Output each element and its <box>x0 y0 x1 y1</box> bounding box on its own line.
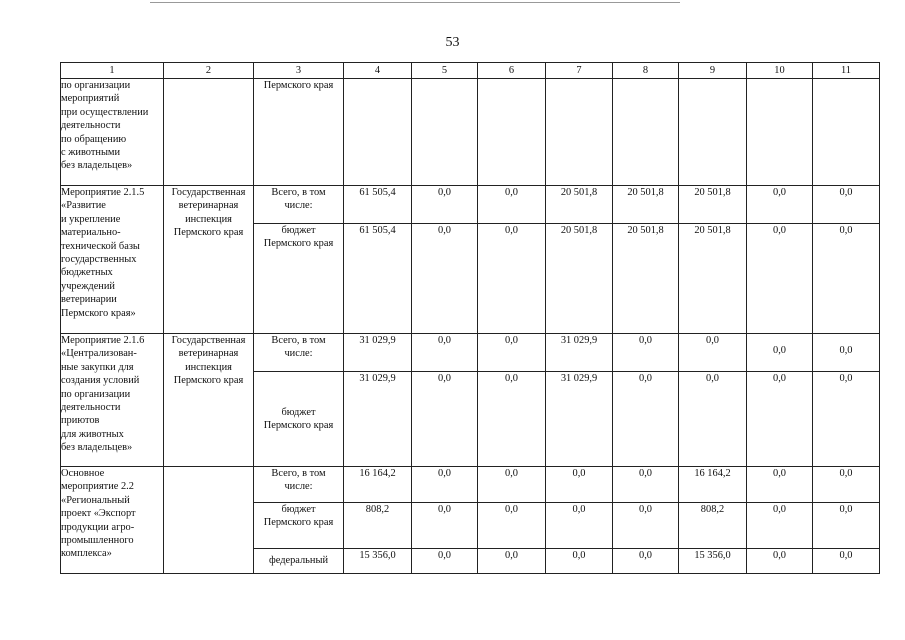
executor-cell <box>164 467 254 574</box>
value-cell <box>679 79 747 186</box>
value-cell: 0,0 <box>478 467 546 503</box>
value-cell <box>813 79 880 186</box>
value-cell: 0,0 <box>813 224 880 334</box>
value-cell: 0,0 <box>813 186 880 224</box>
value-cell: 20 501,8 <box>679 224 747 334</box>
value-cell: 0,0 <box>478 503 546 549</box>
value-cell: 0,0 <box>478 186 546 224</box>
column-header-2: 2 <box>164 63 254 79</box>
value-cell: 20 501,8 <box>546 224 613 334</box>
value-cell: 0,0 <box>412 503 478 549</box>
value-cell: 16 164,2 <box>679 467 747 503</box>
value-cell: 808,2 <box>344 503 412 549</box>
value-cell <box>613 79 679 186</box>
value-cell: 0,0 <box>747 503 813 549</box>
funding-source: бюджет Пермского края <box>254 224 344 334</box>
table-row <box>61 334 880 372</box>
value-cell: 31 029,9 <box>344 372 412 467</box>
funding-source: федеральный <box>254 549 344 574</box>
header-row <box>61 63 880 79</box>
value-cell: 0,0 <box>412 467 478 503</box>
executor: Государственная ветеринарная инспекция Пермского края <box>164 186 254 334</box>
page-number: 53 <box>445 35 460 50</box>
value-cell: 0,0 <box>747 467 813 503</box>
value-cell <box>478 79 546 186</box>
value-cell: 0,0 <box>679 334 747 372</box>
activity-description: Мероприятие 2.1.5 «Развитие и укрепление материально- технической базы государственных бюджетных учреждений ветеринарии Пермского края» <box>61 186 164 334</box>
column-header-9: 9 <box>679 63 747 79</box>
funding-source: Всего, в том числе: <box>254 467 344 503</box>
value-cell: 808,2 <box>679 503 747 549</box>
value-cell: 61 505,4 <box>344 224 412 334</box>
value-cell: 0,0 <box>478 549 546 574</box>
value-cell: 16 164,2 <box>344 467 412 503</box>
value-cell: 0,0 <box>747 372 813 467</box>
value-cell: 20 501,8 <box>613 186 679 224</box>
column-header-8: 8 <box>613 63 679 79</box>
column-header-5: 5 <box>412 63 478 79</box>
value-cell: 0,0 <box>613 372 679 467</box>
value-cell <box>546 79 613 186</box>
value-cell: 0,0 <box>613 334 679 372</box>
value-cell: 0,0 <box>546 503 613 549</box>
activity-description: Мероприятие 2.1.6 «Централизован- ные закупки для создания условий по организации деятельности приютов для животных без владельцев» <box>61 334 164 467</box>
executor-cell <box>164 79 254 186</box>
value-cell <box>412 79 478 186</box>
value-cell: 20 501,8 <box>679 186 747 224</box>
value-cell: 0,0 <box>813 467 880 503</box>
value-cell: 20 501,8 <box>613 224 679 334</box>
value-cell: 0,0 <box>478 372 546 467</box>
value-cell: 0,0 <box>747 549 813 574</box>
column-header-11: 11 <box>813 63 880 79</box>
value-cell: 0,0 <box>546 467 613 503</box>
financing-table <box>60 62 880 574</box>
value-cell: 0,0 <box>412 186 478 224</box>
column-header-3: 3 <box>254 63 344 79</box>
table-row <box>61 79 880 186</box>
executor: Государственная ветеринарная инспекция Пермского края <box>164 334 254 467</box>
value-cell: 20 501,8 <box>546 186 613 224</box>
column-header-1: 1 <box>61 63 164 79</box>
value-cell: 31 029,9 <box>546 334 613 372</box>
value-cell: 0,0 <box>813 372 880 467</box>
funding-source: Пермского края <box>254 79 344 186</box>
value-cell: 0,0 <box>412 334 478 372</box>
value-cell: 0,0 <box>813 334 880 372</box>
value-cell: 0,0 <box>813 503 880 549</box>
column-header-7: 7 <box>546 63 613 79</box>
value-cell: 0,0 <box>613 467 679 503</box>
value-cell: 0,0 <box>613 503 679 549</box>
value-cell: 61 505,4 <box>344 186 412 224</box>
value-cell: 15 356,0 <box>679 549 747 574</box>
value-cell: 0,0 <box>679 372 747 467</box>
value-cell: 0,0 <box>747 186 813 224</box>
activity-description: Основное мероприятие 2.2 «Региональный проект «Экспорт продукции агро- промышленного комплекса» <box>61 467 164 574</box>
value-cell: 0,0 <box>813 549 880 574</box>
column-header-4: 4 <box>344 63 412 79</box>
funding-source: бюджет Пермского края <box>254 372 344 467</box>
column-header-6: 6 <box>478 63 546 79</box>
value-cell: 0,0 <box>412 549 478 574</box>
column-header-10: 10 <box>747 63 813 79</box>
value-cell: 15 356,0 <box>344 549 412 574</box>
activity-description: по организации мероприятий при осуществлении деятельности по обращению с животными без владельцев» <box>61 79 164 186</box>
value-cell: 31 029,9 <box>344 334 412 372</box>
funding-source: Всего, в том числе: <box>254 334 344 372</box>
value-cell: 31 029,9 <box>546 372 613 467</box>
funding-source: Всего, в том числе: <box>254 186 344 224</box>
table-row <box>61 186 880 224</box>
value-cell: 0,0 <box>546 549 613 574</box>
value-cell: 0,0 <box>412 372 478 467</box>
value-cell: 0,0 <box>613 549 679 574</box>
funding-source: бюджет Пермского края <box>254 503 344 549</box>
value-cell: 0,0 <box>412 224 478 334</box>
value-cell: 0,0 <box>478 334 546 372</box>
value-cell <box>344 79 412 186</box>
value-cell: 0,0 <box>747 224 813 334</box>
value-cell <box>747 79 813 186</box>
top-rule <box>150 2 680 3</box>
value-cell: 0,0 <box>747 334 813 372</box>
value-cell: 0,0 <box>478 224 546 334</box>
table-row <box>61 467 880 503</box>
